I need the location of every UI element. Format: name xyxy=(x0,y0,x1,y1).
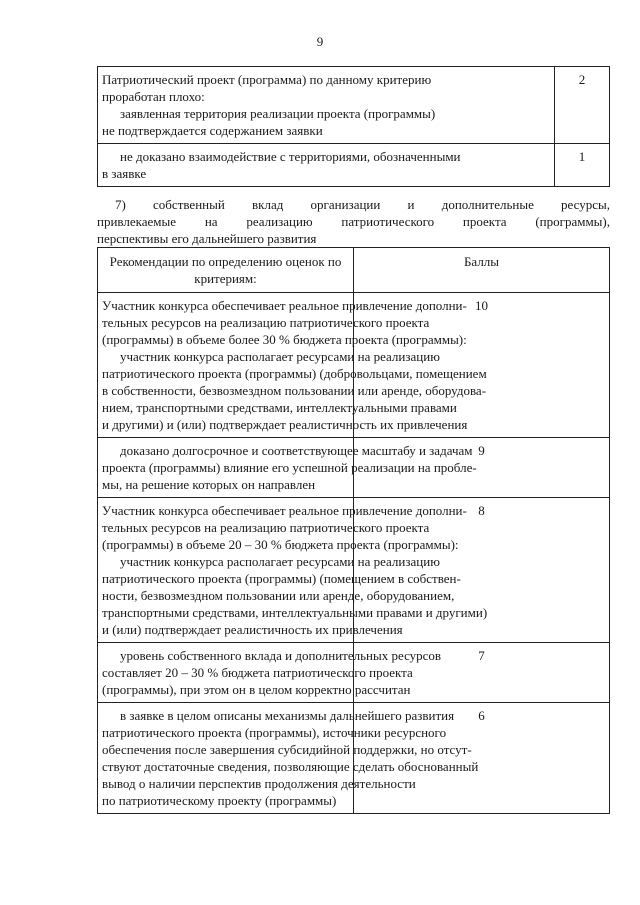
criteria-table-section-7 xyxy=(97,247,610,814)
table-row xyxy=(98,67,610,144)
table-row xyxy=(98,498,610,643)
criterion-line: патриотического проекта (программы), источники ресурсного xyxy=(102,725,447,740)
criterion-line: Патриотический проект (программа) по данному критерию xyxy=(102,72,432,87)
paragraph-line: привлекаемые на реализацию патриотического проекта (программы), xyxy=(97,214,610,229)
table-row xyxy=(98,438,610,498)
criterion-line: доказано долгосрочное и соответствующее масштабу и задачам xyxy=(120,443,473,458)
criterion-text xyxy=(98,703,479,814)
criterion-line: проекта (программы) влияние его успешной реализации на пробле- xyxy=(102,460,477,475)
table-row xyxy=(98,643,610,703)
score-value: 1 xyxy=(555,144,610,187)
criterion-line: тельных ресурсов на реализацию патриотического проекта xyxy=(102,520,430,535)
criterion-line: в заявке xyxy=(102,166,147,181)
criterion-line: патриотического проекта (программы) (добровольцами, помещением xyxy=(102,366,487,381)
criterion-line: заявленная территория реализации проекта (программы) xyxy=(120,106,436,121)
table-header-row xyxy=(98,248,610,293)
criterion-line: вывод о наличии перспектив продолжения деятельности xyxy=(102,776,416,791)
paragraph-line: перспективы его дальнейшего развития xyxy=(97,231,317,246)
criterion-text xyxy=(98,144,555,187)
criterion-line: транспортными средствами, интеллектуальными правами и другими) xyxy=(102,605,488,620)
criterion-line: обеспечения после завершения субсидийной поддержки, но отсут- xyxy=(102,742,472,757)
criterion-line: уровень собственного вклада и дополнительных ресурсов xyxy=(120,648,442,663)
criteria-table-continued xyxy=(97,66,610,187)
score-value: 2 xyxy=(555,67,610,144)
criteria-header: Рекомендации по определению оценок по критериям: xyxy=(98,248,354,293)
criterion-line: участник конкурса располагает ресурсами на реализацию xyxy=(120,554,440,569)
criterion-text xyxy=(98,67,555,144)
criterion-line: (программы) в объеме 20 – 30 % бюджета проекта (программы): xyxy=(102,537,459,552)
criterion-line: составляет 20 – 30 % бюджета патриотического проекта xyxy=(102,665,413,680)
points-header: Баллы xyxy=(354,248,610,293)
criterion-line: в заявке в целом описаны механизмы дальнейшего развития xyxy=(120,708,455,723)
table-row xyxy=(98,144,610,187)
criterion-line: по патриотическому проекту (программы) xyxy=(102,793,337,808)
criterion-line: проработан плохо: xyxy=(102,89,205,104)
page-number: 9 xyxy=(316,34,324,49)
score-value: 9 xyxy=(354,438,610,498)
criterion-line: патриотического проекта (программы) (помещением в собствен- xyxy=(102,571,461,586)
criterion-line: и (или) подтверждает реалистичность их привлечения xyxy=(102,622,403,637)
criterion-line: тельных ресурсов на реализацию патриотического проекта xyxy=(102,315,430,330)
table-row xyxy=(98,703,610,814)
criterion-text xyxy=(98,438,477,498)
criterion-line: и другими) и (или) подтверждает реалистичность их привлечения xyxy=(102,417,468,432)
criterion-line: ствуют достаточные сведения, позволяющие сделать обоснованный xyxy=(102,759,479,774)
section-7-paragraph xyxy=(97,196,610,247)
criterion-line: мы, на решение которых он направлен xyxy=(102,477,316,492)
criterion-line: (программы) в объеме более 30 % бюджета проекта (программы): xyxy=(102,332,467,347)
criterion-line: нием, транспортными средствами, интеллектуальными правами xyxy=(102,400,457,415)
score-value: 10 xyxy=(354,293,610,438)
criterion-line: Участник конкурса обеспечивает реальное привлечение дополни- xyxy=(102,503,467,518)
score-value: 8 xyxy=(354,498,610,643)
paragraph-line: 7) собственный вклад организации и дополнительные ресурсы, xyxy=(115,197,610,212)
criterion-line: не подтверждается содержанием заявки xyxy=(102,123,323,138)
criterion-text xyxy=(98,498,488,643)
criterion-line: в собственности, безвозмездном пользовании или аренде, оборудова- xyxy=(102,383,487,398)
criterion-line: ности, безвозмездном пользовании или аренде, оборудованием, xyxy=(102,588,455,603)
criterion-line: Участник конкурса обеспечивает реальное привлечение дополни- xyxy=(102,298,467,313)
criterion-text xyxy=(98,643,442,703)
score-value: 6 xyxy=(354,703,610,814)
criterion-line: не доказано взаимодействие с территориями, обозначенными xyxy=(120,149,461,164)
table-row xyxy=(98,293,610,438)
score-value: 7 xyxy=(354,643,610,703)
criterion-line: участник конкурса располагает ресурсами на реализацию xyxy=(120,349,440,364)
criterion-line: (программы), при этом он в целом корректно рассчитан xyxy=(102,682,411,697)
